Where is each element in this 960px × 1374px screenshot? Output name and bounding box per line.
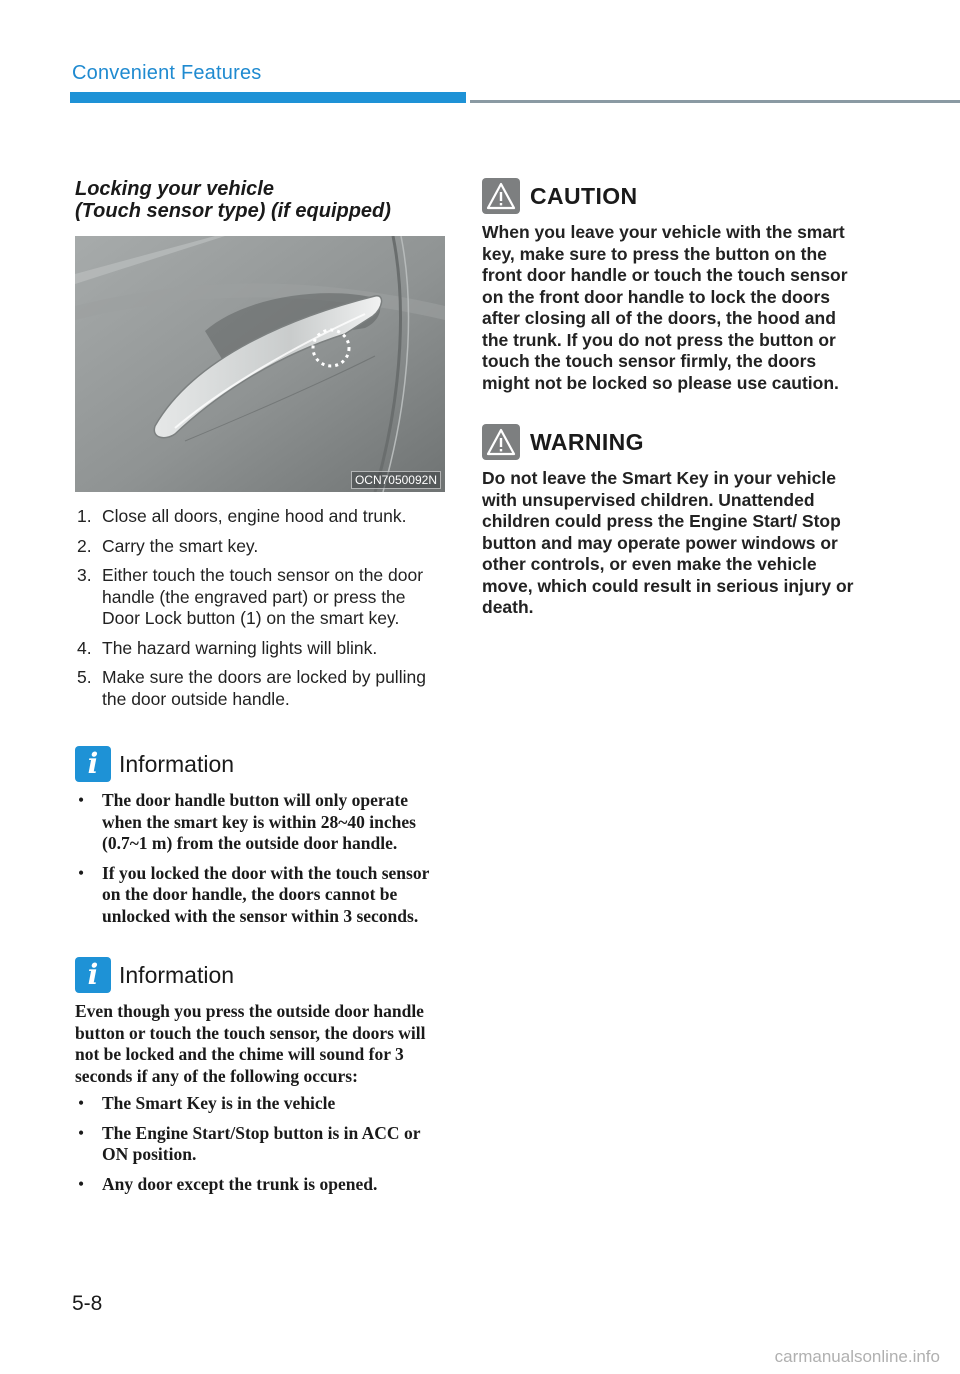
left-column [75, 178, 447, 1203]
caution-title: CAUTION [530, 182, 638, 209]
step-list [75, 506, 447, 710]
list-item [75, 565, 447, 630]
door-handle-illustration [75, 236, 445, 492]
list-item [75, 638, 447, 660]
figure-code: OCN7050092N [351, 471, 441, 489]
caution-box [482, 178, 862, 394]
warning-title: WARNING [530, 428, 644, 455]
list-item: • The Engine Start/Stop button is in ACC or ON position. [75, 1123, 447, 1166]
caution-heading [482, 178, 862, 214]
section-heading-line1: Locking your vehicle [75, 178, 274, 200]
information-bullets [75, 1093, 447, 1195]
warning-heading [482, 424, 862, 460]
step-number: 1. [77, 506, 92, 526]
list-item [75, 536, 447, 558]
info-icon: i [75, 957, 111, 993]
right-column [482, 178, 862, 619]
step-text: Make sure the doors are locked by pulling the door outside handle. [102, 667, 426, 709]
warning-box [482, 424, 862, 619]
information-heading [75, 957, 447, 993]
list-item: • If you locked the door with the touch sensor on the door handle, the doors cannot be unlocked with the sensor within 3 seconds. [75, 863, 447, 928]
step-text: The hazard warning lights will blink. [102, 637, 378, 658]
information-title: Information [119, 750, 235, 777]
list-item: • The door handle button will only operate when the smart key is within 28~40 inches (0.7~1 m) from the outside door handle. [75, 790, 447, 855]
step-number: 2. [77, 535, 92, 556]
information-intro: Even though you press the outside door handle button or touch the touch sensor, the doors will not be locked and the chime will sound for 3 seconds if any of the following occurs: [75, 1001, 426, 1086]
information-heading [75, 746, 447, 782]
caution-text: When you leave your vehicle with the smart key, make sure to press the button on the front door handle or touch the touch sensor on the front door handle to lock the doors after closing all of the doors, the hood and the trunk. If you do not press the button or touch the touch sensor firmly, the doors might not be locked so please use caution. [482, 222, 848, 393]
step-text: Close all doors, engine hood and trunk. [102, 506, 407, 526]
watermark: carmanualsonline.info [774, 1347, 940, 1366]
info-icon: i [75, 746, 111, 782]
list-item: • Any door except the trunk is opened. [75, 1174, 447, 1196]
header-rule [470, 100, 960, 103]
warning-triangle-icon [482, 424, 520, 460]
page-number: 5-8 [72, 1292, 103, 1315]
section-heading [75, 178, 447, 222]
step-text: Carry the smart key. [102, 535, 259, 556]
information-bullets [75, 790, 447, 927]
information-box-1 [75, 746, 447, 927]
information-title: Information [119, 961, 235, 988]
warning-text: Do not leave the Smart Key in your vehicle with unsupervised children. Unattended children could press the Engine Start/ Stop button and may operate power windows or other controls, or even make the vehicle move, which could result in serious injury or death. [482, 468, 854, 617]
warning-triangle-icon [482, 178, 520, 214]
step-number: 4. [77, 637, 92, 658]
step-number: 3. [77, 565, 92, 585]
step-text: Either touch the touch sensor on the door handle (the engraved part) or press the Door Lock button (1) on the smart key. [102, 565, 424, 628]
section-heading-line2: (Touch sensor type) (if equipped) [75, 200, 391, 222]
information-box-2 [75, 957, 447, 1195]
header-accent-bar [70, 92, 466, 103]
door-handle-drawing [75, 236, 445, 492]
list-item [75, 667, 447, 710]
list-item: • The Smart Key is in the vehicle [75, 1093, 447, 1115]
chapter-title: Convenient Features [72, 62, 262, 84]
list-item [75, 506, 447, 528]
step-number: 5. [77, 667, 92, 687]
